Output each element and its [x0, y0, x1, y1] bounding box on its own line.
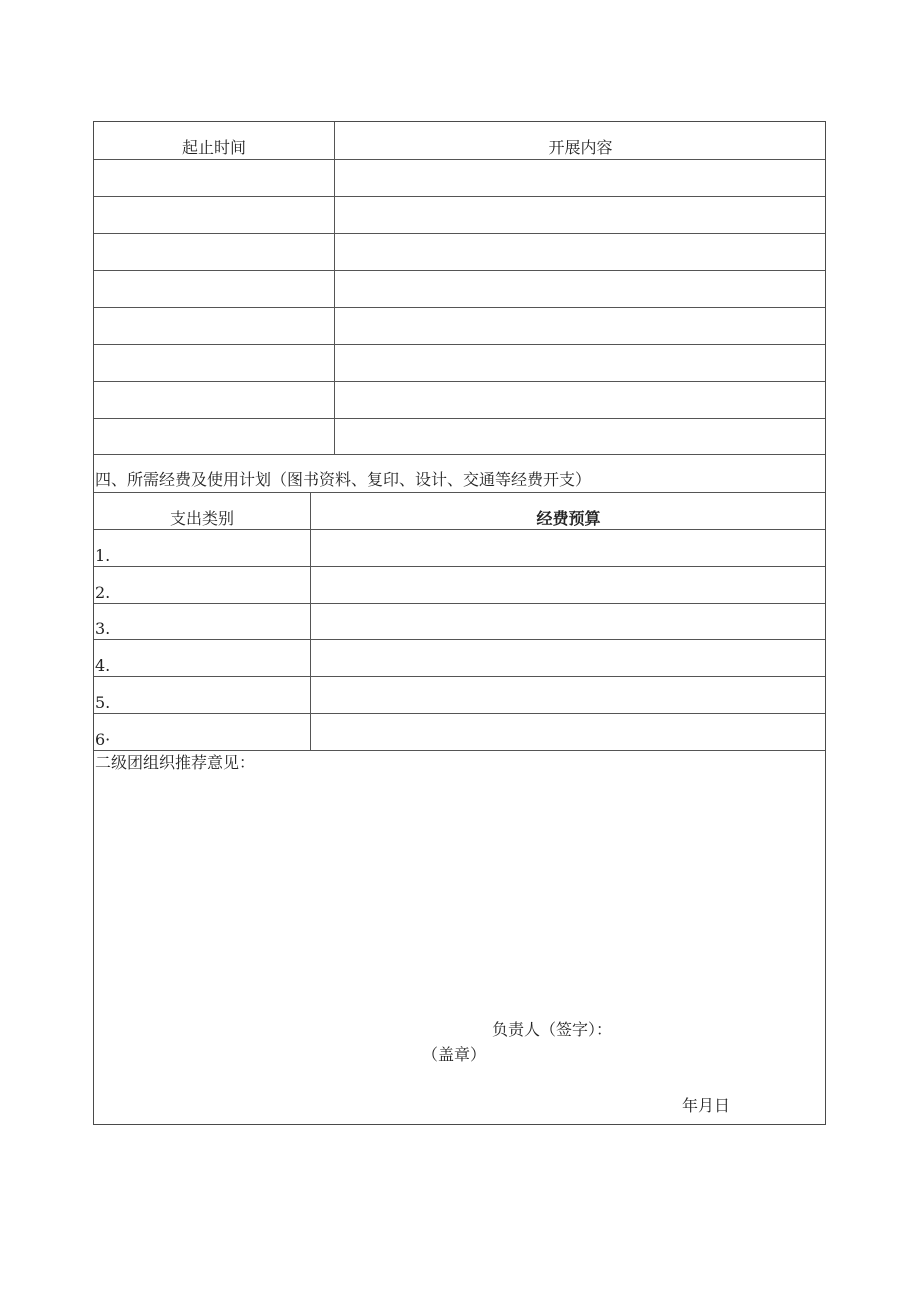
- application-form-table: [93, 121, 826, 1125]
- budget-item-label: 4.: [95, 656, 111, 675]
- budget-row-divider: [94, 529, 825, 530]
- budget-item-label: 3.: [95, 619, 111, 638]
- header-activity-content: 开展内容: [548, 138, 613, 157]
- header-budget-amount: 经费预算: [536, 509, 601, 528]
- date-label: 年月日: [682, 1096, 731, 1115]
- budget-item-label: 1.: [95, 546, 111, 565]
- budget-row-divider: [94, 639, 825, 640]
- budget-title-divider: [94, 492, 825, 493]
- budget-item-label: 6·: [95, 730, 111, 749]
- schedule-row-divider: [94, 381, 825, 382]
- schedule-row-divider: [94, 418, 825, 419]
- schedule-section-end: [94, 454, 825, 455]
- budget-item-label: 5.: [95, 693, 111, 712]
- schedule-row-divider: [94, 233, 825, 234]
- budget-section-end: [94, 750, 825, 751]
- budget-item-label: 2.: [95, 583, 111, 602]
- stamp-label: （盖章）: [422, 1045, 487, 1064]
- schedule-row-divider: [94, 196, 825, 197]
- schedule-column-divider: [334, 122, 335, 454]
- budget-column-divider: [310, 492, 311, 750]
- signer-label: 负责人（签字）：: [492, 1020, 613, 1039]
- header-expense-category: 支出类别: [169, 509, 234, 528]
- schedule-row-divider: [94, 159, 825, 160]
- budget-row-divider: [94, 713, 825, 714]
- budget-row-divider: [94, 566, 825, 567]
- recommendation-title: 二级团组织推荐意见：: [95, 753, 256, 772]
- schedule-row-divider: [94, 307, 825, 308]
- budget-section-title: 四、所需经费及使用计划（图书资料、复印、设计、交通等经费开支）: [95, 470, 592, 489]
- budget-row-divider: [94, 676, 825, 677]
- budget-row-divider: [94, 603, 825, 604]
- schedule-row-divider: [94, 344, 825, 345]
- header-start-end-time: 起止时间: [181, 138, 246, 157]
- schedule-row-divider: [94, 270, 825, 271]
